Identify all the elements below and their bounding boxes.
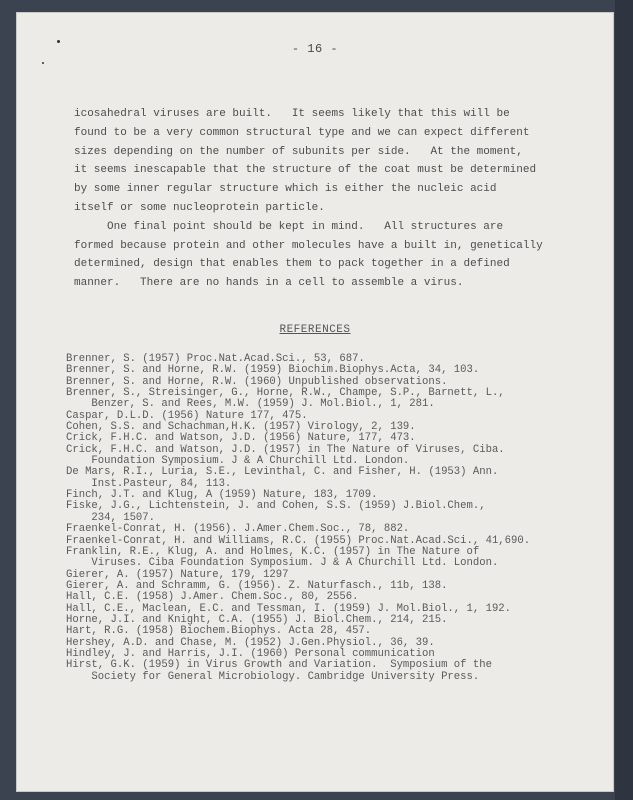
reference-line: Hershey, A.D. and Chase, M. (1952) J.Gen.Physiol., 36, 39. bbox=[66, 636, 435, 649]
reference-line: Crick, F.H.C. and Watson, J.D. (1956) Nature, 177, 473. bbox=[66, 432, 416, 445]
body-line: determined, design that enables them to pack together in a defined bbox=[74, 258, 510, 271]
scan-edge bbox=[615, 0, 633, 800]
reference-line: Hindley, J. and Harris, J.I. (1960) Personal communication bbox=[66, 647, 435, 660]
reference-line: Finch, J.T. and Klug, A (1959) Nature, 183, 1709. bbox=[66, 489, 378, 502]
body-line: icosahedral viruses are built. It seems likely that this will be bbox=[74, 108, 510, 120]
reference-line: 234, 1507. bbox=[66, 511, 156, 524]
reference-line: Hall, C.E. (1958) J.Amer. Chem.Soc., 80, 2556. bbox=[66, 591, 359, 604]
body-paragraphs bbox=[74, 105, 594, 293]
reference-line: Crick, F.H.C. and Watson, J.D. (1957) in The Nature of Viruses, Ciba. bbox=[66, 443, 505, 456]
page-number: - 16 - bbox=[291, 42, 339, 56]
reference-line: Society for General Microbiology. Cambridge University Press. bbox=[66, 670, 480, 683]
references-heading: REFERENCES bbox=[279, 324, 351, 336]
reference-line: Viruses. Ciba Foundation Symposium. J & A Churchill Ltd. London. bbox=[66, 557, 499, 570]
document-page bbox=[16, 12, 614, 792]
reference-line: Cohen, S.S. and Schachman,H.K. (1957) Virology, 2, 139. bbox=[66, 421, 416, 434]
body-line: One final point should be kept in mind. All structures are bbox=[74, 220, 504, 233]
reference-line: Franklin, R.E., Klug, A. and Holmes, K.C. (1957) in The Nature of bbox=[66, 545, 480, 558]
body-line: it seems inescapable that the structure of the coat must be determined bbox=[74, 164, 537, 177]
reference-line: Brenner, S. and Horne, R.W. (1960) Unpublished observations. bbox=[66, 375, 448, 388]
ink-speck bbox=[42, 62, 44, 64]
reference-line: Hall, C.E., Maclean, E.C. and Tessman, I. (1959) J. Mol.Biol., 1, 192. bbox=[66, 602, 512, 615]
reference-line: Fraenkel-Conrat, H. and Williams, R.C. (1955) Proc.Nat.Acad.Sci., 41,690. bbox=[66, 534, 531, 547]
body-line: by some inner regular structure which is either the nucleic acid bbox=[74, 183, 497, 196]
reference-line: De Mars, R.I., Luria, S.E., Levinthal, C. and Fisher, H. (1953) Ann. bbox=[66, 466, 499, 479]
body-line: itself or some nucleoprotein particle. bbox=[74, 201, 325, 214]
reference-line: Hart, R.G. (1958) Biochem.Biophys. Acta 28, 457. bbox=[66, 625, 372, 638]
reference-line: Foundation Symposium. J & A Churchill Ltd. London. bbox=[66, 455, 410, 468]
reference-line: Brenner, S. (1957) Proc.Nat.Acad.Sci., 53, 687. bbox=[66, 353, 365, 365]
reference-line: Brenner, S., Streisinger, G., Horne, R.W., Champe, S.P., Barnett, L., bbox=[66, 387, 505, 400]
reference-line: Caspar, D.L.D. (1956) Nature 177, 475. bbox=[66, 409, 308, 422]
reference-line: Gierer, A. (1957) Nature, 179, 1297 bbox=[66, 568, 289, 581]
body-line: sizes depending on the number of subunits per side. At the moment, bbox=[74, 145, 523, 158]
reference-line: Fiske, J.G., Lichtenstein, J. and Cohen, S.S. (1959) J.Biol.Chem., bbox=[66, 500, 486, 513]
body-line: formed because protein and other molecules have a built in, genetically bbox=[74, 239, 543, 252]
references-list bbox=[66, 354, 606, 683]
reference-line: Horne, J.I. and Knight, C.A. (1955) J. Biol.Chem., 214, 215. bbox=[66, 613, 448, 626]
reference-line: Inst.Pasteur, 84, 113. bbox=[66, 477, 232, 490]
reference-line: Gierer, A. and Schramm, G. (1956). Z. Naturfasch., 11b, 138. bbox=[66, 579, 448, 592]
reference-line: Brenner, S. and Horne, R.W. (1959) Biochim.Biophys.Acta, 34, 103. bbox=[66, 364, 480, 377]
body-line: found to be a very common structural type and we can expect different bbox=[74, 126, 530, 139]
reference-line: Benzer, S. and Rees, M.W. (1959) J. Mol.Biol., 1, 281. bbox=[66, 398, 435, 411]
reference-line: Hirst, G.K. (1959) in Virus Growth and Variation. Symposium of the bbox=[66, 659, 492, 672]
body-line: manner. There are no hands in a cell to assemble a virus. bbox=[74, 277, 464, 290]
reference-line: Fraenkel-Conrat, H. (1956). J.Amer.Chem.Soc., 78, 882. bbox=[66, 523, 410, 536]
